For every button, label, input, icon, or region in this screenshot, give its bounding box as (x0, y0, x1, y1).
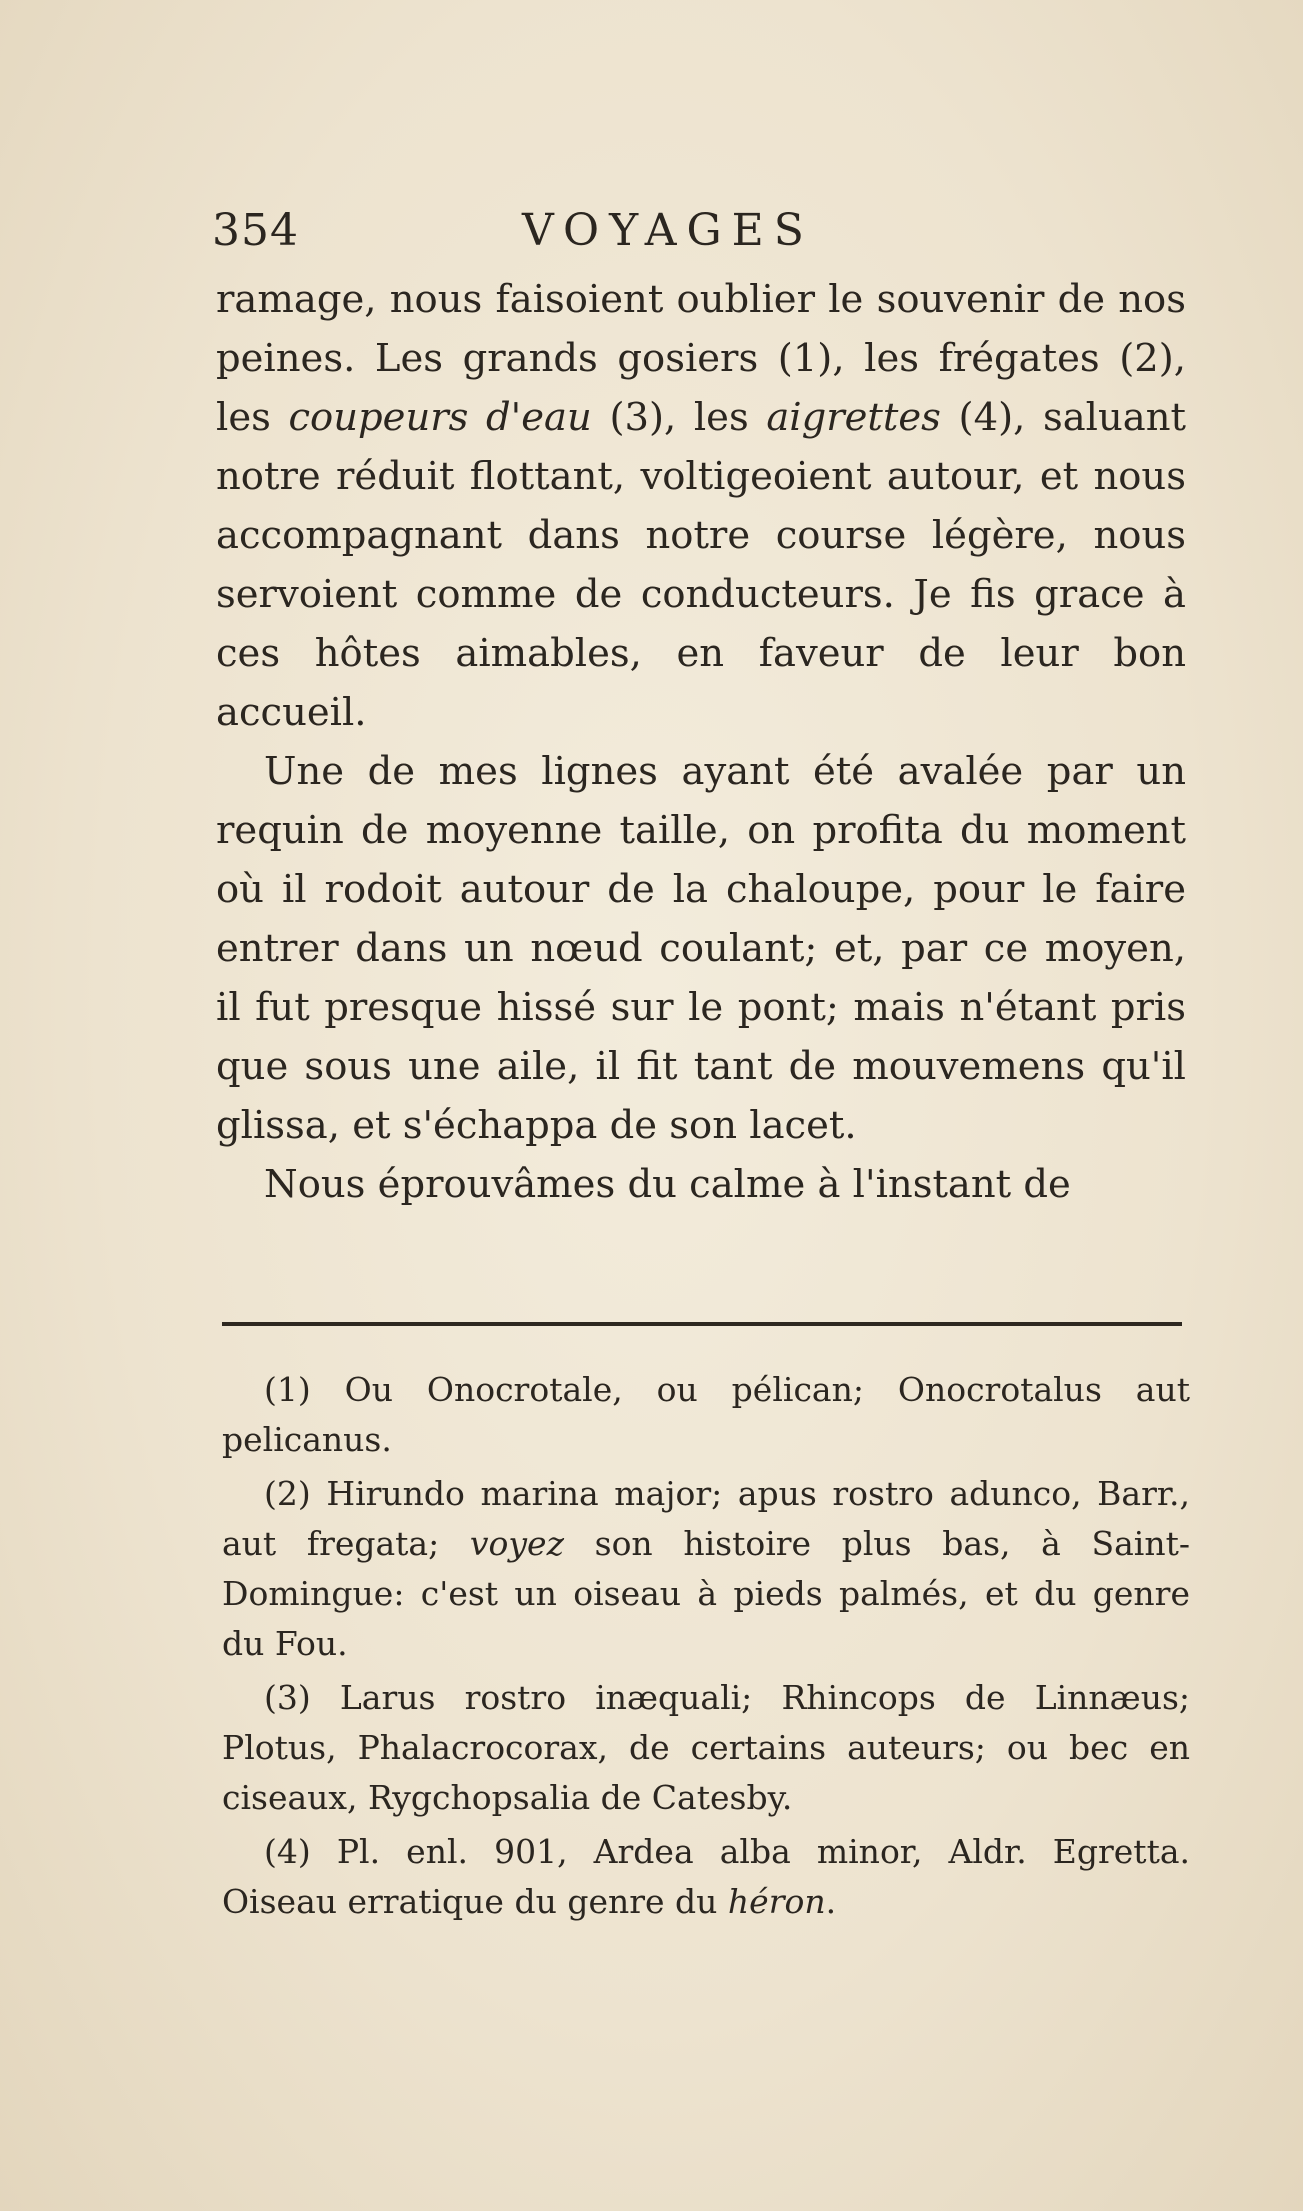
footnote-4: (4) Pl. enl. 901, Ardea alba minor, Aldr. Egretta. Oiseau erratique du genre du héron. (222, 1832, 1190, 1921)
footnote-1: (1) Ou Onocrotale, ou pélican; Onocrotalus aut pelicanus. (222, 1370, 1190, 1459)
italic-term-coupeurs: coupeurs d'eau (288, 395, 592, 440)
footnotes (222, 1365, 1190, 1931)
page-number: 354 (212, 205, 299, 256)
italic-term-aigrettes: aigrettes (766, 395, 941, 440)
paragraph-1: ramage, nous faisoient oublier le souvenir de nos peines. Les grands gosiers (1), les frégates (2), les coupeurs d'eau (3), les aigrettes (4), saluant notre réduit flottant, voltigeoient autour, et nous accompagnant dans notre course légère, nous servoient comme de conducteurs. Je fis grace à ces hôtes aimables, en faveur de leur bon accueil. (216, 277, 1186, 735)
body-text (216, 270, 1186, 1214)
page-header (212, 205, 1180, 265)
footnote-2: (2) Hirundo marina major; apus rostro adunco, Barr., aut fregata; voyez son histoire plus bas, à Saint-Domingue: c'est un oiseau à pieds palmés, et du genre du Fou. (222, 1474, 1190, 1663)
running-title: VOYAGES (522, 205, 814, 256)
paragraph-3: Nous éprouvâmes du calme à l'instant de (264, 1162, 1071, 1207)
paragraph-2: Une de mes lignes ayant été avalée par un requin de moyenne taille, on profita du moment où il rodoit autour de la chaloupe, pour le faire entrer dans un nœud coulant; et, par ce moyen, il fut presque hissé sur le pont; mais n'étant pris que sous une aile, il fit tant de mouvemens qu'il glissa, et s'échappa de son lacet. (216, 749, 1186, 1148)
footnote-rule (222, 1322, 1182, 1326)
footnote-3: (3) Larus rostro inæquali; Rhincops de Linnæus; Plotus, Phalacrocorax, de certains auteurs; ou bec en ciseaux, Rygchopsalia de Catesby. (222, 1678, 1190, 1817)
